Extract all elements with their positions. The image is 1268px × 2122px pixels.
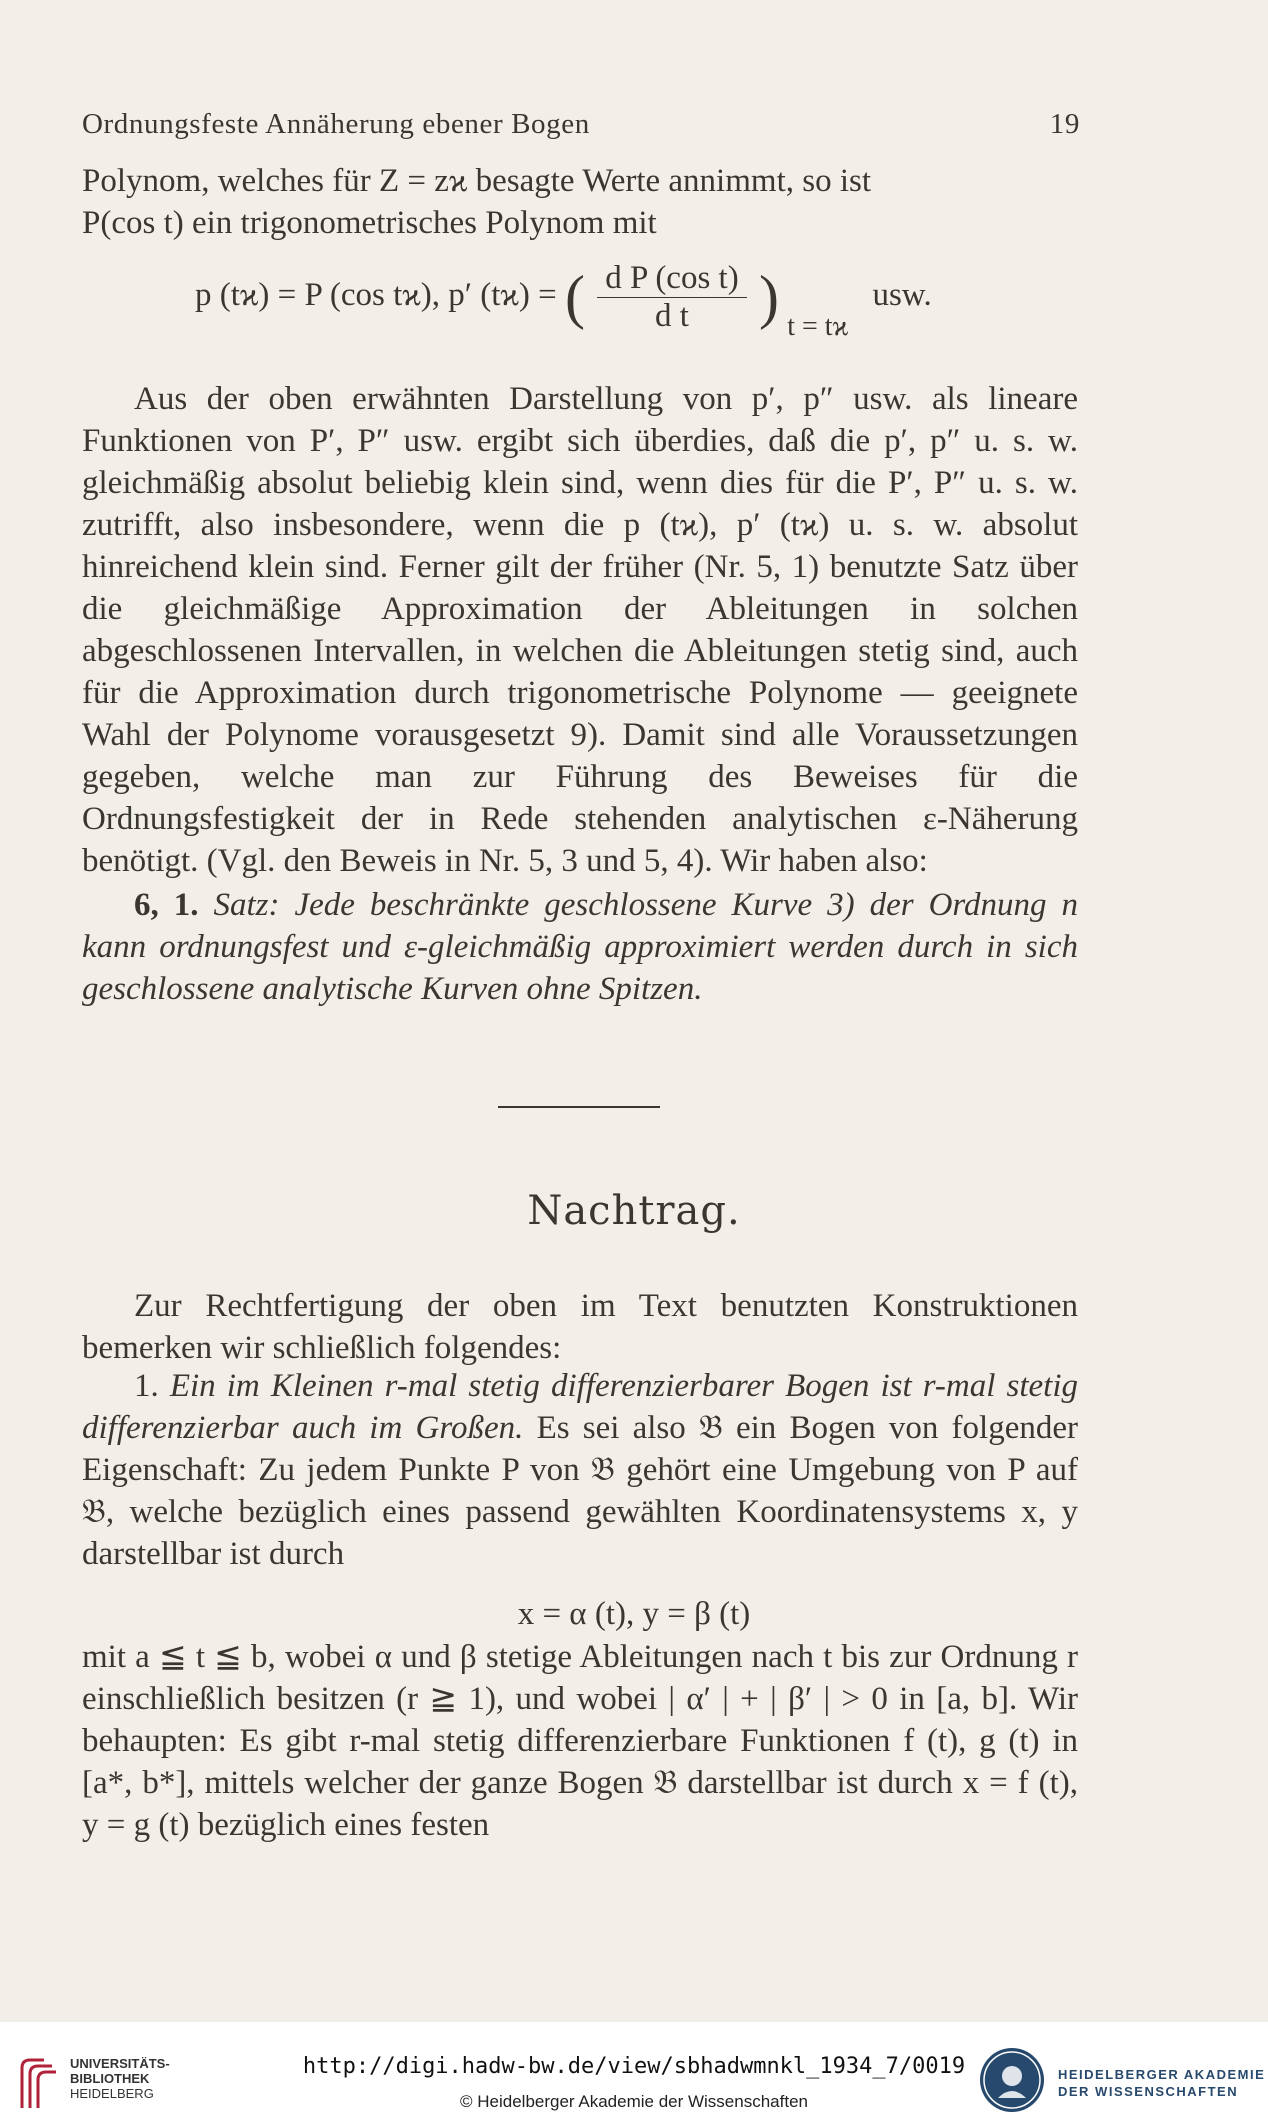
theorem-6-1 [82,884,1078,1010]
paragraph-text: mit a ≦ t ≦ b, wobei α und β stetige Ableitungen nach t bis zur Ordnung r einschließlich besitzen (r ≧ 1), und wobei | α′ | + | β′ | > 0 in [a, b]. Wir behaupten: Es gibt r-mal stetig differenzierbare Funktionen f (t), g (t) in [a*, b*], mittels welcher der ganze Bogen 𝔅 darstellbar ist durch x = f (t), y = g (t) bezüglich eines festen [82,1639,1078,1843]
paragraph-representation [82,378,1078,882]
copyright-notice: © Heidelberger Akademie der Wissenschaften [460,2092,808,2111]
formula-parametrization: x = α (t), y = β (t) [517,1596,751,1632]
logo-line: HEIDELBERGER AKADEMIE [1058,2067,1266,2082]
text-line: Polynom, welches für Z = zϰ besagte Werte annimmt, so ist [82,163,872,199]
paragraph-text: Aus der oben erwähnten Darstellung von p′, p″ usw. als lineare Funktionen von P′, P″ usw. ergibt sich überdies, daß die p′, p″ u. s. w. gleichmäßig absolut beliebig klein sind, wenn dies für die P′, P″ u. s. w. zutrifft, also insbesondere, wenn die p (tϰ), p′ (tϰ) u. s. w. absolut hinreichend klein sind. Ferner gilt der früher (Nr. 5, 1) benutzte Satz über die gleichmäßige Approximation der Ableitungen in solchen abgeschlossenen Intervallen, in welchen die Ableitungen stetig sind, auch für die Approximation durch trigonometrische Polynome — geeignete Wahl der Polynome vorausgesetzt 9). Damit sind alle Voraussetzungen gegeben, welche man zur Führung des Beweises für die Ordnungsfestigkeit der in Rede stehenden analytischen ε-Näherung benötigt. (Vgl. den Beweis in Nr. 5, 3 und 5, 4). Wir haben also: [82,381,1078,879]
fraction-numerator: d P (cos t) [597,260,747,298]
academy-name [1058,2066,1265,2100]
text-line: P(cos t) ein trigonometrisches Polynom mit [82,205,657,241]
theorem-statement: Jede beschränkte geschlossene Kurve 3) der Ordnung n kann ordnungsfest und ε-gleichmäßig approximiert werden durch in sich geschlossene analytische Kurven ohne Spitzen. [82,887,1079,1007]
item-number: 1. [134,1368,159,1404]
formula-derivative [195,260,975,350]
fraction [597,260,747,335]
theorem-text [82,884,1078,1010]
source-url-link[interactable]: http://digi.hadw-bw.de/view/sbhadwmnkl_1934_7/0019 [302,2054,966,2079]
paren-close: ) [758,264,779,330]
paragraph-conditions [82,1636,1078,1846]
paragraph-intro [82,160,1078,244]
item-claim: Ein im Kleinen r-mal stetig differenzierbarer Bogen ist r-mal stetig differenzierbar auch im Großen. [82,1368,1078,1446]
paragraph-nachtrag-intro [82,1285,1078,1369]
section-heading: Nachtrag. [527,1188,741,1234]
footer-bar [0,2022,1268,2122]
formula-suffix: usw. [872,277,932,314]
logo-line: DER WISSENSCHAFTEN [1058,2084,1239,2099]
academy-seal-icon [980,2048,1044,2112]
logo-line: HEIDELBERG [70,2086,154,2101]
logo-line: BIBLIOTHEK [70,2071,150,2086]
theorem-label: 6, 1. [134,887,199,923]
running-header [82,108,1080,141]
logo-line: UNIVERSITÄTS- [70,2056,170,2071]
paragraph-text: Zur Rechtfertigung der oben im Text benutzten Konstruktionen bemerken wir schließlich folgendes: [82,1288,1078,1366]
paren-open: ( [564,264,585,330]
formula-subscript: t = tϰ [787,311,849,343]
item-body: Es sei also 𝔅 ein Bogen von folgender Eigenschaft: Zu jedem Punkte P von 𝔅 gehört eine Umgebung von P auf 𝔅, welche bezüglich eines passend gewählten Koordinatensystems x, y darstellbar ist durch [82,1410,1079,1572]
paragraph-item-1 [82,1365,1078,1575]
section-divider [498,1106,660,1108]
running-title: Ordnungsfeste Annäherung ebener Bogen [82,108,590,140]
paragraph-text [82,1365,1078,1575]
page-number: 19 [1049,108,1080,140]
formula-left: p (tϰ) = P (cos tϰ), p′ (tϰ) = [195,277,557,314]
fraction-denominator: d t [654,298,689,334]
theorem-satz: Satz: [213,887,280,923]
